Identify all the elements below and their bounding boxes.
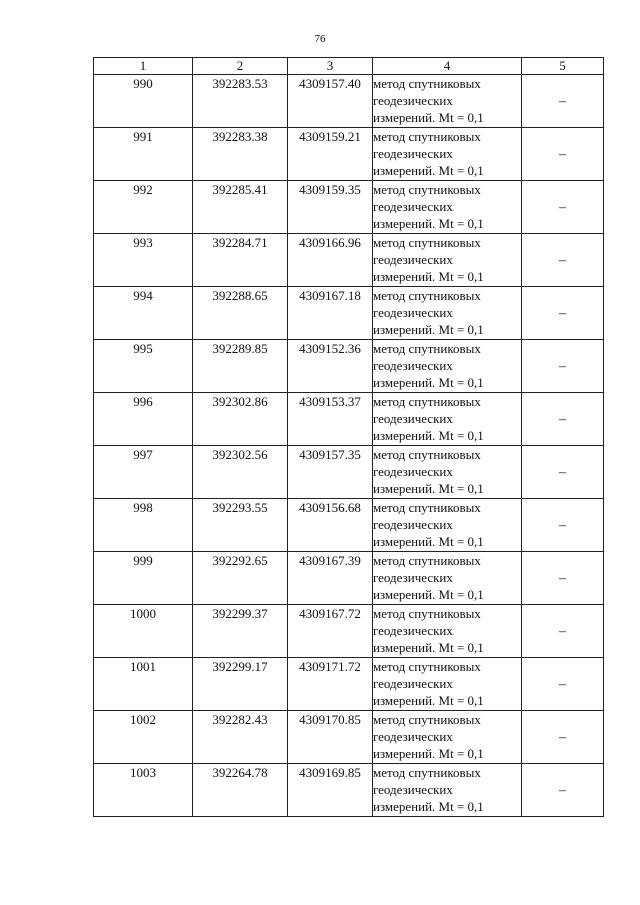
- method-cell: метод спутниковых геодезических измерений. Mt = 0,1: [373, 446, 522, 499]
- point-number-cell: 999: [94, 552, 193, 605]
- column-header-5: 5: [522, 58, 604, 75]
- x-coordinate-cell: 392302.86: [193, 393, 288, 446]
- x-coordinate-cell: 392299.37: [193, 605, 288, 658]
- table-row: [94, 340, 604, 393]
- point-number-cell: 998: [94, 499, 193, 552]
- table-row: [94, 552, 604, 605]
- x-coordinate-cell: 392293.55: [193, 499, 288, 552]
- table-row: [94, 128, 604, 181]
- x-coordinate-cell: 392292.65: [193, 552, 288, 605]
- y-coordinate-cell: 4309153.37: [288, 393, 373, 446]
- column-header-2: 2: [193, 58, 288, 75]
- point-number-cell: 996: [94, 393, 193, 446]
- y-coordinate-cell: 4309167.72: [288, 605, 373, 658]
- x-coordinate-cell: 392285.41: [193, 181, 288, 234]
- method-cell: метод спутниковых геодезических измерений. Mt = 0,1: [373, 181, 522, 234]
- y-coordinate-cell: 4309156.68: [288, 499, 373, 552]
- table-row: [94, 75, 604, 128]
- y-coordinate-cell: 4309157.40: [288, 75, 373, 128]
- note-cell: –: [522, 393, 604, 446]
- y-coordinate-cell: 4309166.96: [288, 234, 373, 287]
- note-cell: –: [522, 234, 604, 287]
- table-header-row: [94, 58, 604, 75]
- note-cell: –: [522, 287, 604, 340]
- y-coordinate-cell: 4309152.36: [288, 340, 373, 393]
- x-coordinate-cell: 392283.53: [193, 75, 288, 128]
- table-row: [94, 764, 604, 817]
- point-number-cell: 1000: [94, 605, 193, 658]
- note-cell: –: [522, 605, 604, 658]
- method-cell: метод спутниковых геодезических измерений. Mt = 0,1: [373, 75, 522, 128]
- page-number: 76: [314, 33, 326, 45]
- point-number-cell: 994: [94, 287, 193, 340]
- method-cell: метод спутниковых геодезических измерений. Mt = 0,1: [373, 658, 522, 711]
- column-header-1: 1: [94, 58, 193, 75]
- point-number-cell: 991: [94, 128, 193, 181]
- y-coordinate-cell: 4309159.35: [288, 181, 373, 234]
- table-row: [94, 234, 604, 287]
- point-number-cell: 997: [94, 446, 193, 499]
- y-coordinate-cell: 4309170.85: [288, 711, 373, 764]
- x-coordinate-cell: 392284.71: [193, 234, 288, 287]
- point-number-cell: 995: [94, 340, 193, 393]
- note-cell: –: [522, 711, 604, 764]
- table-row: [94, 605, 604, 658]
- table-row: [94, 446, 604, 499]
- y-coordinate-cell: 4309159.21: [288, 128, 373, 181]
- point-number-cell: 1002: [94, 711, 193, 764]
- point-number-cell: 1001: [94, 658, 193, 711]
- x-coordinate-cell: 392282.43: [193, 711, 288, 764]
- note-cell: –: [522, 340, 604, 393]
- table-row: [94, 287, 604, 340]
- note-cell: –: [522, 181, 604, 234]
- method-cell: метод спутниковых геодезических измерений. Mt = 0,1: [373, 340, 522, 393]
- method-cell: метод спутниковых геодезических измерений. Mt = 0,1: [373, 711, 522, 764]
- x-coordinate-cell: 392302.56: [193, 446, 288, 499]
- note-cell: –: [522, 552, 604, 605]
- y-coordinate-cell: 4309167.39: [288, 552, 373, 605]
- table-row: [94, 181, 604, 234]
- table-row: [94, 393, 604, 446]
- point-number-cell: 993: [94, 234, 193, 287]
- method-cell: метод спутниковых геодезических измерений. Mt = 0,1: [373, 287, 522, 340]
- table-row: [94, 658, 604, 711]
- point-number-cell: 1003: [94, 764, 193, 817]
- method-cell: метод спутниковых геодезических измерений. Mt = 0,1: [373, 234, 522, 287]
- column-header-4: 4: [373, 58, 522, 75]
- x-coordinate-cell: 392283.38: [193, 128, 288, 181]
- note-cell: –: [522, 446, 604, 499]
- method-cell: метод спутниковых геодезических измерений. Mt = 0,1: [373, 499, 522, 552]
- x-coordinate-cell: 392299.17: [193, 658, 288, 711]
- y-coordinate-cell: 4309167.18: [288, 287, 373, 340]
- x-coordinate-cell: 392288.65: [193, 287, 288, 340]
- note-cell: –: [522, 658, 604, 711]
- note-cell: –: [522, 764, 604, 817]
- method-cell: метод спутниковых геодезических измерений. Mt = 0,1: [373, 605, 522, 658]
- y-coordinate-cell: 4309157.35: [288, 446, 373, 499]
- note-cell: –: [522, 128, 604, 181]
- method-cell: метод спутниковых геодезических измерений. Mt = 0,1: [373, 393, 522, 446]
- coordinates-table: [93, 57, 604, 817]
- y-coordinate-cell: 4309171.72: [288, 658, 373, 711]
- note-cell: –: [522, 75, 604, 128]
- method-cell: метод спутниковых геодезических измерений. Mt = 0,1: [373, 552, 522, 605]
- column-header-3: 3: [288, 58, 373, 75]
- method-cell: метод спутниковых геодезических измерений. Mt = 0,1: [373, 764, 522, 817]
- x-coordinate-cell: 392264.78: [193, 764, 288, 817]
- method-cell: метод спутниковых геодезических измерений. Mt = 0,1: [373, 128, 522, 181]
- x-coordinate-cell: 392289.85: [193, 340, 288, 393]
- point-number-cell: 990: [94, 75, 193, 128]
- table-body: [94, 75, 604, 817]
- point-number-cell: 992: [94, 181, 193, 234]
- note-cell: –: [522, 499, 604, 552]
- table-row: [94, 499, 604, 552]
- table-row: [94, 711, 604, 764]
- y-coordinate-cell: 4309169.85: [288, 764, 373, 817]
